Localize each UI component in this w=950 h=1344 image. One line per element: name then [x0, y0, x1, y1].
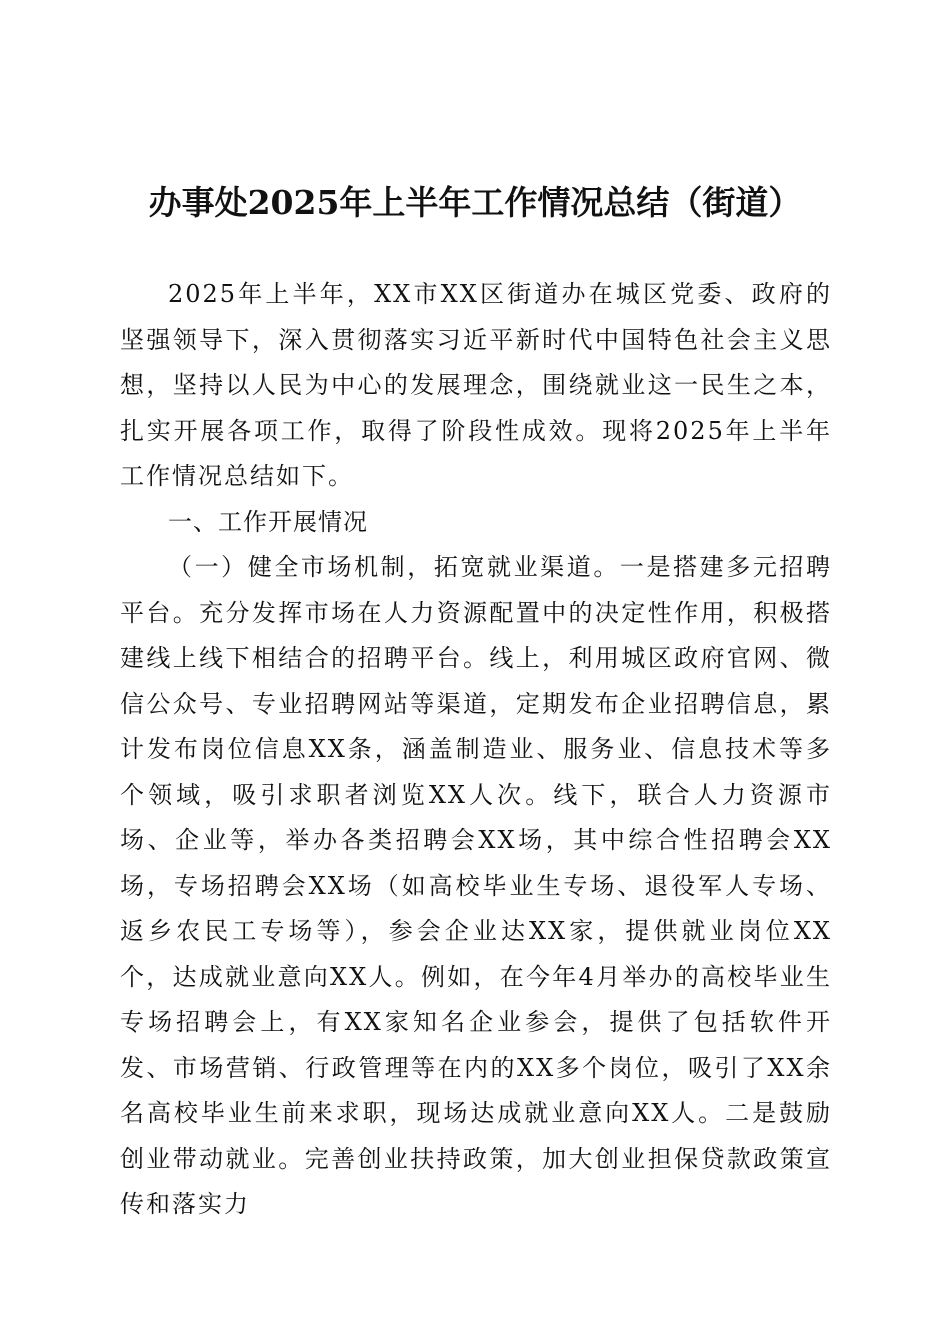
- body-paragraph: （一）健全市场机制，拓宽就业渠道。一是搭建多元招聘平台。充分发挥市场在人力资源配置中的决定性作用，积极搭建线上线下相结合的招聘平台。线上，利用城区政府官网、微信公众号、专业招聘网站等渠道，定期发布企业招聘信息，累计发布岗位信息XX条，涵盖制造业、服务业、信息技术等多个领域，吸引求职者浏览XX人次。线下，联合人力资源市场、企业等，举办各类招聘会XX场，其中综合性招聘会XX场，专场招聘会XX场（如高校毕业生专场、退役军人专场、返乡农民工专场等），参会企业达XX家，提供就业岗位XX个，达成就业意向XX人。例如，在今年4月举办的高校毕业生专场招聘会上，有XX家知名企业参会，提供了包括软件开发、市场营销、行政管理等在内的XX多个岗位，吸引了XX余名高校毕业生前来求职，现场达成就业意向XX人。二是鼓励创业带动就业。完善创业扶持政策，加大创业担保贷款政策宣传和落实力: [120, 553, 832, 1218]
- intro-paragraph: 2025年上半年，XX市XX区街道办在城区党委、政府的坚强领导下，深入贯彻落实习近平新时代中国特色社会主义思想，坚持以人民为中心的发展理念，围绕就业这一民生之本，扎实开展各项工作，取得了阶段性成效。现将2025年上半年工作情况总结如下。: [120, 280, 832, 490]
- section-heading: 一、工作开展情况: [168, 507, 368, 536]
- document-title: 办事处2025年上半年工作情况总结（街道）: [148, 183, 802, 222]
- document-body: [120, 272, 832, 1228]
